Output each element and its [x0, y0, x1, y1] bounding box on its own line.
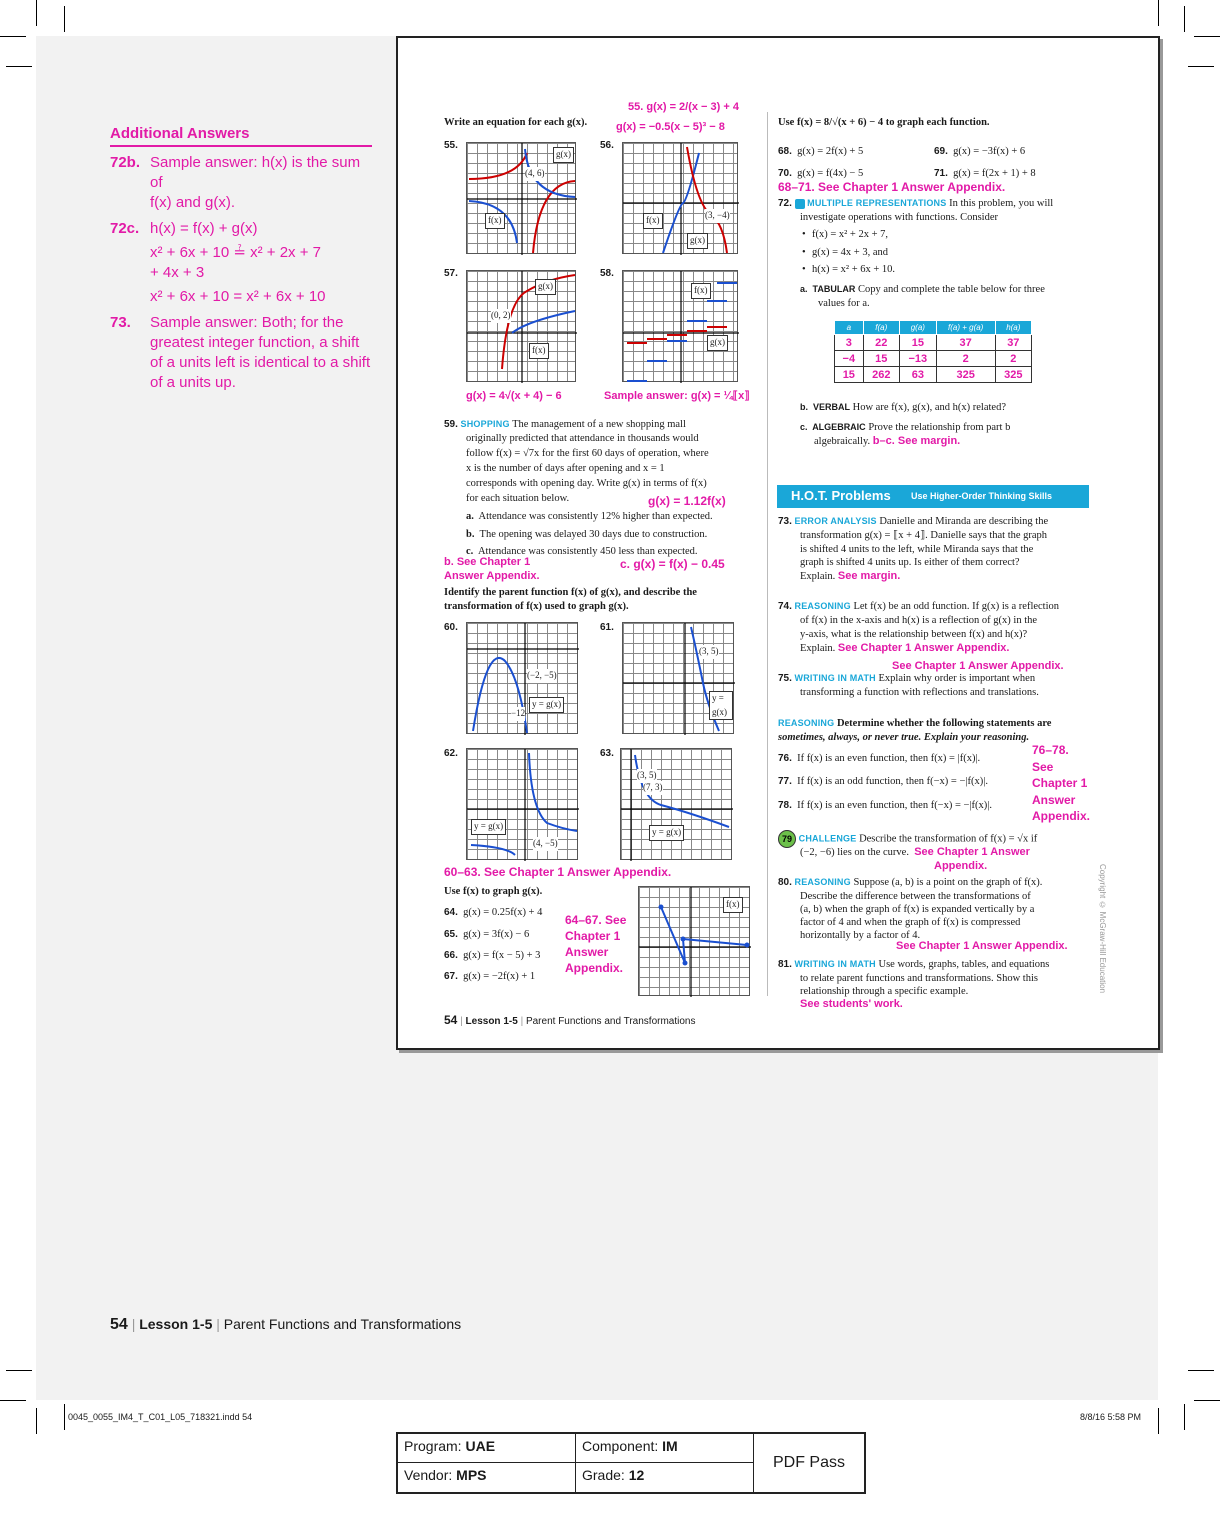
identify-instructions: Identify the parent function f(x) of g(x), and describe the transformation of f(x) used to graph g(x). — [444, 587, 697, 612]
exercise-59-line: x is the number of days after opening and x = 1 — [466, 463, 665, 474]
copyright: Copyright © McGraw-Hill Education — [1098, 864, 1107, 994]
exercise-75: 75. WRITING IN MATH Explain why order is important when — [778, 673, 1036, 684]
use-fx-instructions: Use f(x) to graph g(x). — [444, 886, 543, 897]
crop-mark — [1158, 0, 1159, 26]
exercise-65: 65. g(x) = 3f(x) − 6 — [444, 929, 530, 940]
exercise-66: 66. g(x) = f(x − 5) + 3 — [444, 950, 541, 961]
exercise-79-line: (−2, −6) lies on the curve. See Chapter 1 Answer — [800, 846, 1030, 858]
crop-mark — [0, 1400, 26, 1401]
note-72c: 72c. h(x) = f(x) + g(x) x² + 6x + 10 ≟ x² + 2x + 7 + 4x + 3 x² + 6x + 10 = x² + 6x + 10 — [110, 220, 326, 305]
exercise-74: 74. REASONING Let f(x) be an odd function. If g(x) is a reflection — [778, 601, 1060, 612]
crop-mark — [36, 0, 37, 26]
column-divider — [767, 112, 768, 996]
grade-cell: Grade: 12 — [576, 1463, 754, 1492]
hot-problems-banner: H.O.T. Problems Use Higher-Order Thinking Skills — [777, 485, 1089, 508]
additional-answers — [110, 124, 372, 399]
exercise-72c-line: algebraically. b–c. See margin. — [814, 435, 961, 447]
exercise-72a-line: values for a. — [818, 298, 870, 309]
exercise-81: 81. WRITING IN MATH Use words, graphs, tables, and equations — [778, 959, 1050, 970]
graph-number: 60. — [444, 622, 458, 633]
production-info-box — [396, 1432, 866, 1494]
graph-number: 55. — [444, 140, 458, 151]
crop-mark — [6, 1370, 32, 1371]
exercise-80-line: (a, b) when the graph of f(x) is expanded vertically by a — [800, 904, 1035, 915]
answer-79-line: Appendix. — [934, 860, 988, 872]
student-page-footer: 54 | Lesson 1-5 | Parent Functions and Transformations — [444, 1013, 696, 1027]
graph-61: (3, 5) y = g(x) — [622, 622, 734, 734]
exercise-80-line: factor of 4 and when the graph of f(x) is compressed — [800, 917, 1021, 928]
exercise-67: 67. g(x) = −2f(x) + 1 — [444, 971, 536, 982]
answer-81: See students' work. — [800, 998, 903, 1010]
bullet-fx: • f(x) = x² + 2x + 7, — [802, 229, 889, 240]
answer-59b: b. See Chapter 1 Answer Appendix. — [444, 556, 540, 582]
exercise-72c: c. ALGEBRAIC Prove the relationship from part b — [800, 422, 1011, 433]
exercise-64: 64. g(x) = 0.25f(x) + 4 — [444, 907, 543, 918]
answer-59c: c. g(x) = f(x) − 0.45 — [620, 557, 725, 571]
component-cell: Component: IM — [576, 1434, 754, 1463]
exercise-80: 80. REASONING Suppose (a, b) is a point on the graph of f(x). — [778, 877, 1043, 888]
exercise-68: 68. g(x) = 2f(x) + 5 — [778, 146, 864, 157]
graph-63-svg — [621, 749, 733, 861]
multiple-representations-icon — [795, 199, 805, 209]
exercise-73: 73. ERROR ANALYSIS Danielle and Miranda are describing the — [778, 516, 1049, 527]
crop-mark — [1188, 66, 1214, 67]
exercise-59-line: for each situation below. — [466, 493, 570, 504]
answer-64-67: 64–67. See Chapter 1 Answer Appendix. — [565, 913, 627, 975]
exercise-71: 71. g(x) = f(2x + 1) + 8 — [934, 168, 1036, 179]
graph-62: y = g(x) (4, −5) — [466, 748, 578, 860]
graph-number: 57. — [444, 268, 458, 279]
exercise-74-line: y-axis, what is the relationship between f(x) and h(x)? — [800, 629, 1028, 640]
crop-mark — [1184, 6, 1185, 32]
graph-number: 61. — [600, 622, 614, 633]
graph-57-svg — [467, 271, 577, 383]
exercise-59-line: follow f(x) = √7x for the first 60 days of operation, where — [466, 448, 709, 459]
intro-write-equation: Write an equation for each g(x). — [444, 117, 588, 128]
crop-mark — [64, 1404, 65, 1430]
graph-56: f(x) (3, −4) g(x) — [622, 142, 738, 254]
reasoning-instructions: REASONING Determine whether the following statements are — [778, 718, 1052, 729]
table-row: −4 15 −13 2 2 — [835, 351, 1032, 367]
graph-55: g(x) (4, 6) f(x) — [466, 142, 576, 254]
exercise-78: 78. If f(x) is an even function, then f(−x) = −|f(x)|. — [778, 800, 993, 811]
crop-mark — [1188, 1370, 1214, 1371]
date-slug: 8/8/16 5:58 PM — [1080, 1412, 1142, 1422]
reasoning-instructions-line: sometimes, always, or never true. Explain your reasoning. — [778, 732, 1030, 743]
challenge-badge: 79 — [778, 830, 796, 848]
answer-56: g(x) = −0.5(x − 5)³ − 8 — [616, 121, 725, 133]
exercise-81-line: to relate parent functions and transformations. Show this — [800, 973, 1038, 984]
crop-mark — [6, 66, 32, 67]
exercise-73-line: Explain. See margin. — [800, 570, 901, 582]
crop-mark — [1158, 1408, 1159, 1434]
graph-number: 58. — [600, 268, 614, 279]
exercise-81-line: relationship through a specific example. — [800, 986, 969, 997]
exercise-73-line: transformation g(x) = ⟦x + 4⟧. Danielle says that the graph — [800, 530, 1048, 541]
exercise-69: 69. g(x) = −3f(x) + 6 — [934, 146, 1026, 157]
crop-mark — [1194, 1400, 1220, 1401]
exercise-72: 72. MULTIPLE REPRESENTATIONS In this problem, you will — [778, 198, 1054, 209]
exercise-59-part-c: c. Attendance was consistently 450 less than expected. — [466, 546, 698, 557]
crop-mark — [0, 36, 26, 37]
vendor-cell: Vendor: MPS — [398, 1463, 576, 1492]
answer-75: See Chapter 1 Answer Appendix. — [892, 660, 1064, 672]
graph-number: 63. — [600, 748, 614, 759]
answer-60-63: 60–63. See Chapter 1 Answer Appendix. — [444, 865, 672, 879]
crop-mark — [64, 6, 65, 32]
exercise-59-part-b: b. The opening was delayed 30 days due to construction. — [466, 529, 708, 540]
exercise-73-line: is shifted 4 units to the left, while Miranda says that the — [800, 544, 1034, 555]
bullet-hx: • h(x) = x² + 6x + 10. — [802, 264, 896, 275]
teacher-page-footer: 54 | Lesson 1-5 | Parent Functions and Transformations — [110, 1316, 462, 1333]
graph-58: f(x) g(x) — [622, 270, 738, 382]
exercise-75-line: transforming a function with reflections and translations. — [800, 687, 1039, 698]
program-cell: Program: UAE — [398, 1434, 576, 1463]
exercise-59-part-a: a. Attendance was consistently 12% higher than expected. — [466, 511, 713, 522]
exercise-73-line: graph is shifted 4 units up. Is either of them correct? — [800, 557, 1020, 568]
exercise-74-line: Explain. See Chapter 1 Answer Appendix. — [800, 642, 1010, 654]
answer-80: See Chapter 1 Answer Appendix. — [896, 940, 1068, 952]
answer-68-71: 68–71. See Chapter 1 Answer Appendix. — [778, 180, 1006, 194]
file-slug: 0045_0055_IM4_T_C01_L05_718321.indd 54 — [68, 1412, 253, 1422]
graph-57: g(x) (0, 2) f(x) — [466, 270, 576, 382]
graph-64-67-fx: f(x) — [638, 886, 750, 996]
exercise-79: 79 CHALLENGE Describe the transformation of f(x) = √x if — [778, 830, 1088, 848]
graph-58-svg — [623, 271, 739, 383]
additional-answers-heading: Additional Answers — [110, 124, 372, 147]
graph-number: 56. — [600, 140, 614, 151]
exercise-72-line: investigate operations with functions. Consider — [800, 212, 999, 223]
graph-63: (3, 5) (7, 3) y = g(x) — [620, 748, 732, 860]
exercise-59-line: originally predicted that attendance in thousands would — [466, 433, 699, 444]
note-73: 73. Sample answer: Both; for the greatest integer function, a shift of a units left is identical to a shift of a units up. — [110, 314, 371, 391]
exercise-72a: a. TABULAR Copy and complete the table below for three — [800, 284, 1045, 295]
answer-76-78: 76–78. See Chapter 1 Answer Appendix. — [1032, 743, 1091, 823]
exercise-59-line: corresponds with opening day. Write g(x) in terms of f(x) — [466, 478, 707, 489]
graph-number: 62. — [444, 748, 458, 759]
answer-59a: g(x) = 1.12f(x) — [648, 494, 726, 508]
exercise-77: 77. If f(x) is an odd function, then f(−x) = −|f(x)|. — [778, 776, 988, 787]
exercise-80-line: horizontally by a factor of 4. — [800, 930, 921, 941]
exercise-72b: b. VERBAL How are f(x), g(x), and h(x) related? — [800, 402, 1006, 413]
intro-use-fx: Use f(x) = 8/√(x + 6) − 4 to graph each function. — [778, 117, 990, 128]
answer-57: g(x) = 4√(x + 4) − 6 — [466, 390, 562, 402]
table-row: 3 22 15 37 37 — [835, 335, 1032, 351]
exercise-70: 70. g(x) = f(4x) − 5 — [778, 168, 864, 179]
graph-60: (−2, −5) y = g(x) −12 — [466, 622, 578, 734]
exercise-80-line: Describe the difference between the transformations of — [800, 891, 1031, 902]
crop-mark — [1194, 36, 1220, 37]
crop-mark — [36, 1408, 37, 1434]
pdf-pass-cell: PDF Pass — [772, 1454, 845, 1471]
answer-58: Sample answer: g(x) = ¼⟦x⟧ — [604, 390, 750, 402]
graph-56-svg — [623, 143, 739, 255]
exercise-76: 76. If f(x) is an even function, then f(x) = |f(x)|. — [778, 753, 981, 764]
answer-55: 55. g(x) = 2/(x − 3) + 4 — [628, 101, 739, 113]
note-72b: 72b. Sample answer: h(x) is the sum of f(x) and g(x). — [110, 154, 361, 211]
bullet-gx: • g(x) = 4x + 3, and — [802, 247, 888, 258]
values-table: a f(a) g(a) f(a) + g(a) h(a) 3 22 15 37 37 −4 15 −13 2 2 15 262 63 325 325 — [834, 320, 1032, 383]
crop-mark — [1184, 1404, 1185, 1430]
exercise-74-line: of f(x) in the x-axis and h(x) is a reflection of g(x) in the — [800, 615, 1038, 626]
exercise-59: 59. SHOPPING The management of a new shopping mall — [444, 419, 686, 430]
table-row: 15 262 63 325 325 — [835, 367, 1032, 383]
graph-62-svg — [467, 749, 579, 861]
